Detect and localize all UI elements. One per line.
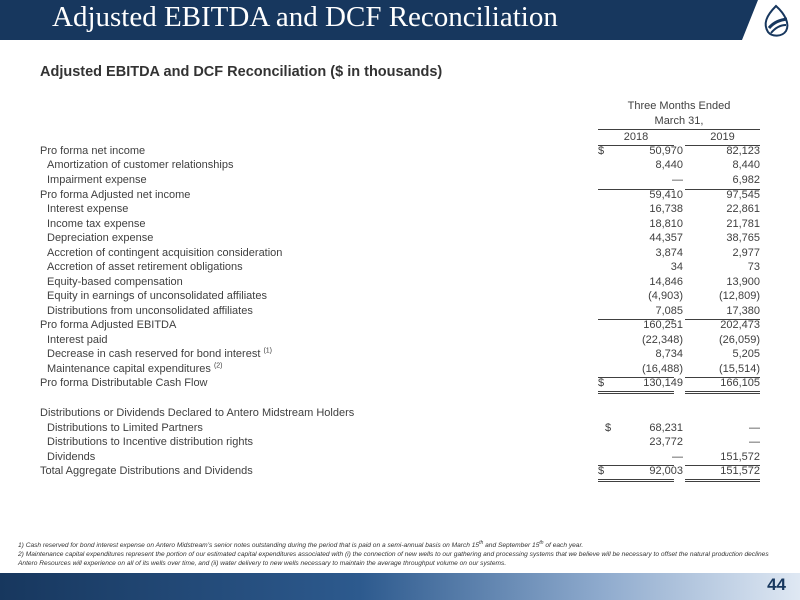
value-2019: 6,982: [732, 174, 760, 186]
value-2019: 38,765: [726, 232, 760, 244]
table-row: [0, 436, 800, 450]
row-label: Total Aggregate Distributions and Dividends: [40, 465, 253, 477]
total-double-rule-2018: [598, 391, 674, 394]
footer-bar: [0, 573, 800, 600]
value-2019: 5,205: [732, 348, 760, 360]
section-heading: Distributions or Dividends Declared to Antero Midstream Holders: [40, 407, 355, 419]
value-2019: 17,380: [726, 305, 760, 317]
value-2019: 151,572: [720, 451, 760, 463]
value-2019: (26,059): [719, 334, 760, 346]
table-row: [0, 334, 800, 348]
value-2018: 3,874: [655, 247, 683, 259]
table-row: [0, 232, 800, 246]
row-label: Pro forma Distributable Cash Flow: [40, 377, 208, 389]
value-2018: 23,772: [649, 436, 683, 448]
value-2019: (15,514): [719, 363, 760, 375]
footnote-2: 2) Maintenance capital expenditures represent the portion of our estimated capital expenditures associated with (i) the connection of new wells to our gathering and processing systems that we believe will be necessary to offset the natural production declines Antero Resources will experience on all of its wells over time, and (ii) water delivery to new wells necessary to maintain the average throughput volume on our systems.: [18, 551, 769, 567]
currency-symbol: $: [605, 422, 612, 434]
row-label: Equity-based compensation: [47, 276, 183, 288]
period-header-line1: Three Months Ended: [627, 100, 731, 112]
table-row: [0, 363, 800, 377]
table-row: [0, 159, 800, 173]
value-2019: 2,977: [732, 247, 760, 259]
row-label: Accretion of contingent acquisition consideration: [47, 247, 283, 259]
value-2018: 8,440: [655, 159, 683, 171]
currency-symbol: $: [598, 145, 605, 157]
row-label: Pro forma Adjusted net income: [40, 189, 191, 201]
value-2018: 16,738: [649, 203, 683, 215]
row-label: Amortization of customer relationships: [47, 159, 234, 171]
table-row: [0, 218, 800, 232]
value-2018: 68,231: [649, 422, 683, 434]
table-row: [0, 407, 800, 421]
table-row: [0, 422, 800, 436]
value-2019: —: [749, 436, 760, 448]
table-row: [0, 451, 800, 465]
table-row: [0, 348, 800, 362]
value-2019: 73: [747, 261, 760, 273]
table-row: [0, 319, 800, 333]
value-2018: 130,149: [643, 377, 683, 389]
value-2019: (12,809): [719, 290, 760, 302]
currency-symbol: $: [598, 465, 605, 477]
header-rule: [598, 129, 760, 130]
total-double-rule-2018: [598, 479, 674, 482]
value-2019: —: [749, 422, 760, 434]
value-2019: 13,900: [726, 276, 760, 288]
value-2018: 160,251: [643, 319, 683, 331]
company-logo-icon: [760, 4, 792, 38]
value-2018: 59,410: [649, 189, 683, 201]
table-row: [0, 276, 800, 290]
table-row: [0, 203, 800, 217]
table-row: [0, 465, 800, 479]
row-label: Decrease in cash reserved for bond interest $^{(1)}$: [47, 347, 273, 360]
row-label: Accretion of asset retirement obligations: [47, 261, 243, 273]
page-title: Adjusted EBITDA and DCF Reconciliation: [52, 1, 558, 33]
row-label: Interest expense: [47, 203, 129, 215]
value-2018: 92,003: [649, 465, 683, 477]
row-label: Pro forma net income: [40, 145, 146, 157]
value-2018: —: [672, 451, 683, 463]
value-2018: 14,846: [649, 276, 683, 288]
table-row: [0, 377, 800, 391]
value-2019: 166,105: [720, 377, 760, 389]
value-2018: (4,903): [648, 290, 683, 302]
value-2019: 202,473: [720, 319, 760, 331]
row-label: Impairment expense: [47, 174, 147, 186]
title-bar: [0, 0, 742, 40]
value-2018: —: [672, 174, 683, 186]
row-label: Dividends: [47, 451, 96, 463]
currency-symbol: $: [598, 377, 605, 389]
value-2019: 22,861: [726, 203, 760, 215]
table-row: [0, 290, 800, 304]
value-2018: (22,348): [642, 334, 683, 346]
value-2019: 151,572: [720, 465, 760, 477]
table-subtitle: Adjusted EBITDA and DCF Reconciliation ($ in thousands): [40, 64, 443, 80]
column-header-2018: 2018: [623, 131, 649, 143]
table-row: [0, 174, 800, 188]
table-row: [0, 261, 800, 275]
table-row: [0, 145, 800, 159]
value-2019: 21,781: [726, 218, 760, 230]
page-number: 44: [767, 575, 786, 594]
column-header-2019: 2019: [710, 131, 735, 143]
total-double-rule-2019: [685, 391, 760, 394]
value-2019: 97,545: [726, 189, 760, 201]
value-2019: 82,123: [726, 145, 760, 157]
period-header-line2: March 31,: [654, 115, 704, 127]
row-label: Maintenance capital expenditures $^{(2)}$: [47, 362, 223, 375]
footnote-marker: (2): [213, 362, 223, 370]
footnotes: [18, 541, 783, 568]
value-2019: 8,440: [732, 159, 760, 171]
row-label: Distributions to Incentive distribution rights: [47, 436, 254, 448]
row-label: Distributions from unconsolidated affiliates: [47, 305, 253, 317]
row-label: Interest paid: [47, 334, 108, 346]
row-label: Income tax expense: [47, 218, 146, 230]
table-row: [0, 305, 800, 319]
footnote-1: 1) Cash reserved for bond interest expense on Antero Midstream’s senior notes outstanding during the period that is paid on a semi-annual basis on March 15th and September 15th of each year.: [18, 539, 584, 549]
table-row: [0, 189, 800, 203]
value-2018: 44,357: [649, 232, 683, 244]
value-2018: 7,085: [655, 305, 683, 317]
value-2018: 50,970: [649, 145, 683, 157]
row-label: Pro forma Adjusted EBITDA: [40, 319, 177, 331]
row-label: Equity in earnings of unconsolidated affiliates: [47, 290, 267, 302]
value-2018: 18,810: [649, 218, 683, 230]
value-2018: (16,488): [642, 363, 683, 375]
footnote-marker: (1): [263, 347, 273, 355]
header: [0, 0, 800, 44]
row-label: Distributions to Limited Partners: [47, 422, 203, 434]
value-2018: 8,734: [655, 348, 683, 360]
value-2018: 34: [670, 261, 683, 273]
row-label: Depreciation expense: [47, 232, 154, 244]
table-row: [0, 247, 800, 261]
total-double-rule-2019: [685, 479, 760, 482]
